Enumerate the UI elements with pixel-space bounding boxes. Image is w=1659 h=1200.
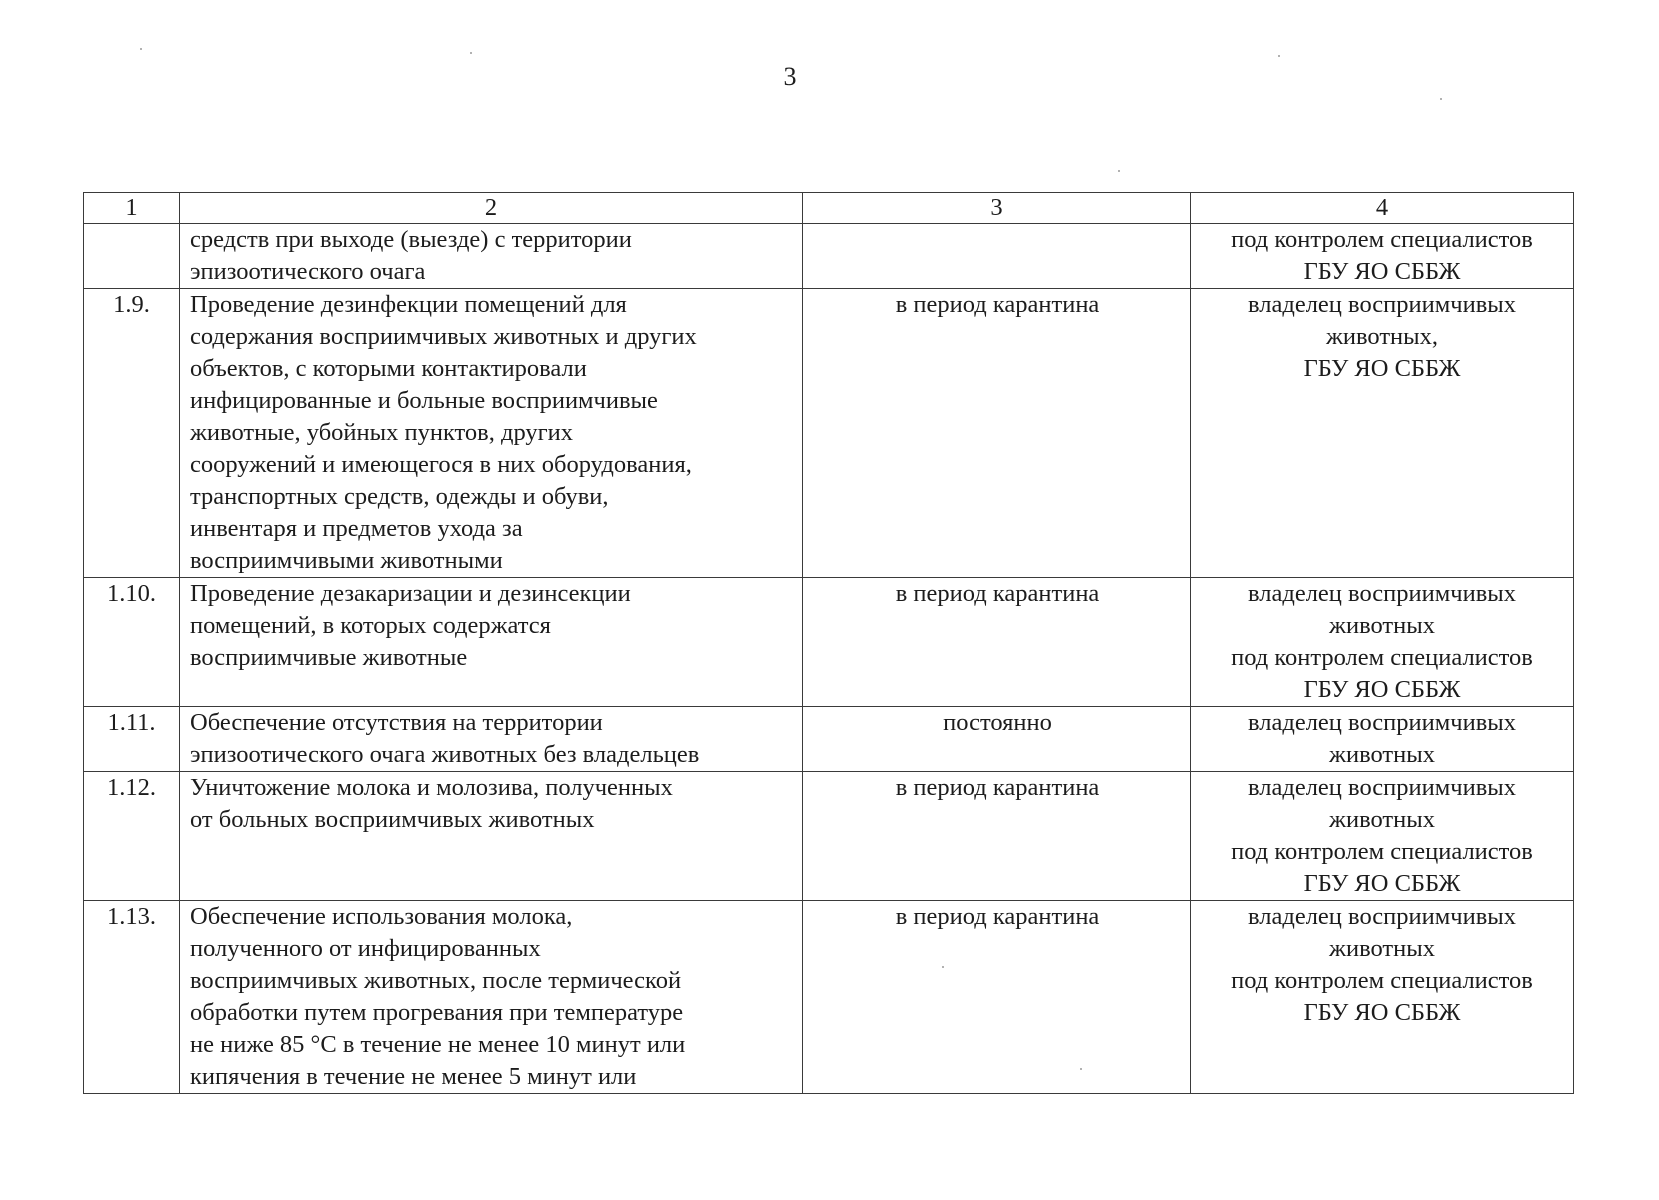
table-body bbox=[84, 224, 1574, 1094]
responsible-line: животных, bbox=[1325, 323, 1439, 350]
responsible-line: животных bbox=[1329, 806, 1435, 833]
table-row bbox=[84, 772, 1574, 901]
header-col-3: 3 bbox=[803, 193, 1191, 224]
description-line: Проведение дезинфекции помещений для bbox=[190, 291, 627, 318]
table-row bbox=[84, 224, 1574, 289]
description-line: сооружений и имеющегося в них оборудования, bbox=[190, 451, 692, 478]
description-line: восприимчивые животные bbox=[190, 644, 468, 671]
description-line: обработки путем прогревания при температуре bbox=[190, 999, 684, 1026]
responsible-line: под контролем специалистов bbox=[1231, 838, 1533, 865]
responsible-cell bbox=[1191, 578, 1574, 707]
measure-description-cell bbox=[180, 707, 803, 772]
description-line: помещений, в которых содержатся bbox=[190, 612, 551, 639]
row-number-cell bbox=[84, 224, 180, 289]
responsible-line: ГБУ ЯО СББЖ bbox=[1303, 676, 1461, 703]
row-number-cell: 1.9. bbox=[84, 289, 180, 578]
description-line: эпизоотического очага bbox=[190, 258, 426, 285]
scan-speck bbox=[1440, 98, 1442, 100]
description-line: Обеспечение использования молока, bbox=[190, 903, 573, 930]
description-line: животные, убойных пунктов, других bbox=[190, 419, 574, 446]
header-col-4: 4 bbox=[1191, 193, 1574, 224]
header-row bbox=[84, 193, 1574, 224]
table-row bbox=[84, 707, 1574, 772]
description-line: не ниже 85 °C в течение не менее 10 минут или bbox=[190, 1031, 686, 1058]
table-header bbox=[84, 193, 1574, 224]
responsible-line: владелец восприимчивых bbox=[1248, 709, 1516, 736]
measure-description-cell bbox=[180, 578, 803, 707]
period-cell: в период карантина bbox=[803, 289, 1191, 578]
period-cell: в период карантина bbox=[803, 772, 1191, 901]
description-line: восприимчивых животных, после термической bbox=[190, 967, 682, 994]
scan-speck bbox=[1118, 170, 1120, 172]
responsible-line: под контролем специалистов bbox=[1231, 226, 1533, 253]
page-number: 3 bbox=[783, 62, 797, 91]
period-cell: в период карантина bbox=[803, 578, 1191, 707]
measure-description-cell bbox=[180, 224, 803, 289]
table-row bbox=[84, 578, 1574, 707]
responsible-line: владелец восприимчивых bbox=[1248, 580, 1516, 607]
description-line: эпизоотического очага животных без владельцев bbox=[190, 741, 700, 768]
table-row bbox=[84, 289, 1574, 578]
description-line: восприимчивыми животными bbox=[190, 547, 503, 574]
description-line: средств при выходе (выезде) с территории bbox=[190, 226, 632, 253]
description-line: кипячения в течение не менее 5 минут или bbox=[190, 1063, 637, 1090]
measure-description-cell bbox=[180, 772, 803, 901]
responsible-line: под контролем специалистов bbox=[1231, 967, 1533, 994]
period-cell bbox=[803, 224, 1191, 289]
responsible-line: животных bbox=[1329, 612, 1435, 639]
measure-description-cell bbox=[180, 901, 803, 1094]
period-cell: постоянно bbox=[803, 707, 1191, 772]
header-col-2: 2 bbox=[180, 193, 803, 224]
responsible-line: владелец восприимчивых bbox=[1248, 291, 1516, 318]
responsible-cell bbox=[1191, 901, 1574, 1094]
row-number-cell: 1.10. bbox=[84, 578, 180, 707]
responsible-cell bbox=[1191, 707, 1574, 772]
row-number-cell: 1.11. bbox=[84, 707, 180, 772]
description-line: от больных восприимчивых животных bbox=[190, 806, 595, 833]
row-number-cell: 1.12. bbox=[84, 772, 180, 901]
responsible-line: ГБУ ЯО СББЖ bbox=[1303, 999, 1461, 1026]
description-line: Обеспечение отсутствия на территории bbox=[190, 709, 603, 736]
description-line: инфицированные и больные восприимчивые bbox=[190, 387, 658, 414]
description-line: Уничтожение молока и молозива, полученных bbox=[190, 774, 673, 801]
description-line: объектов, с которыми контактировали bbox=[190, 355, 587, 382]
measure-description-cell bbox=[180, 289, 803, 578]
responsible-line: животных bbox=[1329, 935, 1435, 962]
description-line: транспортных средств, одежды и обуви, bbox=[190, 483, 609, 510]
table-row bbox=[84, 901, 1574, 1094]
description-line: Проведение дезакаризации и дезинсекции bbox=[190, 580, 631, 607]
responsible-cell bbox=[1191, 289, 1574, 578]
responsible-line: ГБУ ЯО СББЖ bbox=[1303, 870, 1461, 897]
responsible-line: ГБУ ЯО СББЖ bbox=[1303, 258, 1461, 285]
period-cell: в период карантина bbox=[803, 901, 1191, 1094]
measures-table bbox=[83, 192, 1574, 1094]
responsible-line: животных bbox=[1329, 741, 1435, 768]
responsible-cell bbox=[1191, 224, 1574, 289]
responsible-line: владелец восприимчивых bbox=[1248, 774, 1516, 801]
description-line: содержания восприимчивых животных и других bbox=[190, 323, 697, 350]
responsible-line: под контролем специалистов bbox=[1231, 644, 1533, 671]
responsible-cell bbox=[1191, 772, 1574, 901]
description-line: полученного от инфицированных bbox=[190, 935, 541, 962]
responsible-line: ГБУ ЯО СББЖ bbox=[1303, 355, 1461, 382]
description-line: инвентаря и предметов ухода за bbox=[190, 515, 523, 542]
scan-speck bbox=[140, 48, 142, 50]
scan-speck bbox=[1278, 55, 1280, 57]
row-number-cell: 1.13. bbox=[84, 901, 180, 1094]
responsible-line: владелец восприимчивых bbox=[1248, 903, 1516, 930]
scan-speck bbox=[470, 52, 472, 54]
header-col-1: 1 bbox=[84, 193, 180, 224]
